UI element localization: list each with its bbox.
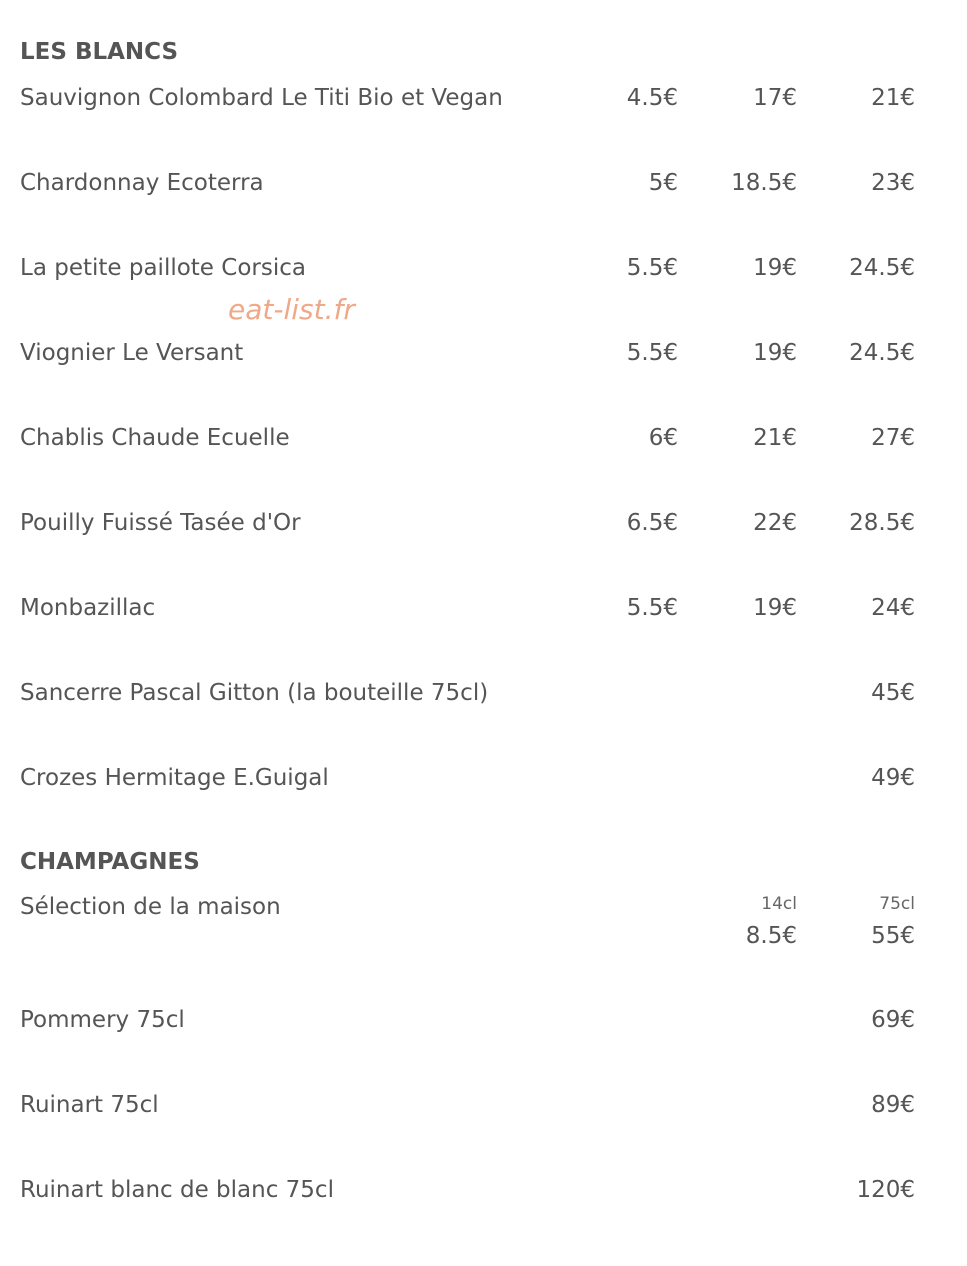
price-75cl: 55€ [871,923,915,949]
wine-name: Sauvignon Colombard Le Titi Bio et Vegan [20,85,503,111]
section-title-blancs: LES BLANCS [20,39,179,65]
wine-name: Monbazillac [20,595,156,621]
wine-name: Viognier Le Versant [20,340,244,366]
wine-row [0,342,967,382]
wine-name: Pommery 75cl [20,1007,185,1033]
price-glass: 5€ [648,170,678,196]
wine-name: Ruinart 75cl [20,1092,159,1118]
price-glass: 5.5€ [626,255,678,281]
wine-row [0,767,967,807]
wine-row [0,172,967,212]
price-bottle: 28.5€ [849,510,915,536]
size-label-75cl: 75cl [879,894,915,914]
price-bottle: 69€ [871,1007,915,1033]
price-pichet: 22€ [753,510,797,536]
price-pichet: 19€ [753,255,797,281]
price-pichet: 21€ [753,425,797,451]
price-bottle: 120€ [856,1177,915,1203]
wine-row [0,257,967,297]
price-glass: 6€ [648,425,678,451]
wine-name: Chablis Chaude Ecuelle [20,425,290,451]
wine-name: La petite paillote Corsica [20,255,306,281]
price-bottle: 24€ [871,595,915,621]
price-glass: 6.5€ [626,510,678,536]
wine-name: Sélection de la maison [20,894,281,920]
wine-row [0,597,967,637]
wine-row [0,1179,967,1219]
wine-name: Pouilly Fuissé Tasée d'Or [20,510,301,536]
price-bottle: 49€ [871,765,915,791]
wine-row [0,1009,967,1049]
size-label-14cl: 14cl [761,894,797,914]
price-bottle: 27€ [871,425,915,451]
wine-row [0,427,967,467]
price-14cl: 8.5€ [745,923,797,949]
section-title-champagnes: CHAMPAGNES [20,849,200,875]
wine-row [0,1094,967,1134]
price-bottle: 24.5€ [849,340,915,366]
wine-name: Chardonnay Ecoterra [20,170,264,196]
price-glass: 5.5€ [626,595,678,621]
price-glass: 5.5€ [626,340,678,366]
price-bottle: 89€ [871,1092,915,1118]
champagne-selection-row [0,896,967,956]
price-bottle: 23€ [871,170,915,196]
price-pichet: 19€ [753,340,797,366]
wine-name: Crozes Hermitage E.Guigal [20,765,329,791]
wine-row [0,512,967,552]
wine-row [0,682,967,722]
watermark: eat-list.fr [228,293,355,326]
price-glass: 4.5€ [626,85,678,111]
price-bottle: 21€ [871,85,915,111]
price-pichet: 19€ [753,595,797,621]
price-pichet: 17€ [753,85,797,111]
price-bottle: 24.5€ [849,255,915,281]
wine-name: Ruinart blanc de blanc 75cl [20,1177,334,1203]
price-bottle: 45€ [871,680,915,706]
price-pichet: 18.5€ [731,170,797,196]
wine-row [0,87,967,127]
wine-name: Sancerre Pascal Gitton (la bouteille 75cl) [20,680,489,706]
